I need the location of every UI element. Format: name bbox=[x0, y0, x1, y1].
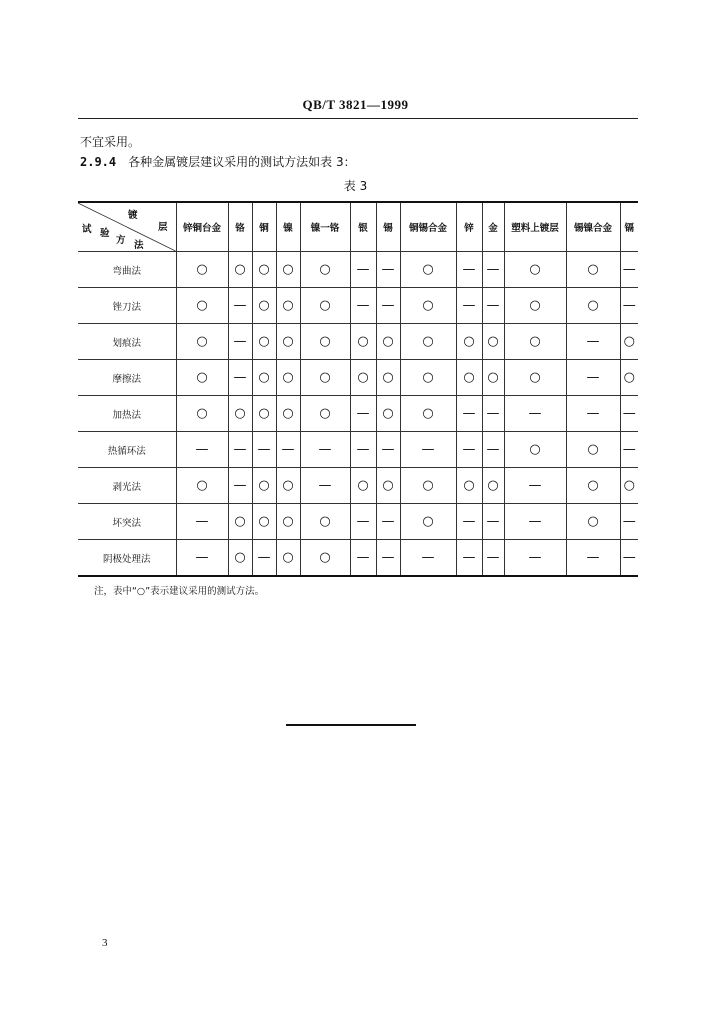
table-cell: ○ bbox=[228, 396, 252, 432]
table-cell: ○ bbox=[400, 252, 456, 288]
table-cell: ○ bbox=[276, 540, 300, 577]
test-method-name: 锉刀法 bbox=[78, 288, 176, 324]
column-header: 镉 bbox=[620, 202, 638, 252]
table-cell: — bbox=[350, 396, 376, 432]
end-rule bbox=[286, 724, 416, 726]
column-header: 塑料上镀层 bbox=[504, 202, 566, 252]
header-rule bbox=[78, 118, 638, 119]
table-cell: ○ bbox=[252, 360, 276, 396]
table-cell: — bbox=[456, 432, 482, 468]
table-cell: — bbox=[176, 540, 228, 577]
corner-label-fa: 法 bbox=[134, 240, 144, 251]
table-cell: ○ bbox=[504, 360, 566, 396]
test-method-name: 摩擦法 bbox=[78, 360, 176, 396]
table-cell: — bbox=[456, 396, 482, 432]
table-cell: — bbox=[252, 540, 276, 577]
table-cell: — bbox=[504, 504, 566, 540]
table-cell: ○ bbox=[566, 288, 620, 324]
table-cell: ○ bbox=[176, 252, 228, 288]
table-row bbox=[78, 504, 638, 540]
table-cell: — bbox=[228, 432, 252, 468]
table-cell: — bbox=[350, 504, 376, 540]
table-cell: ○ bbox=[350, 360, 376, 396]
table-cell: ○ bbox=[300, 360, 350, 396]
table-cell: ○ bbox=[456, 324, 482, 360]
table-cell: — bbox=[400, 540, 456, 577]
table-cell: ○ bbox=[228, 252, 252, 288]
column-header: 镍一铬 bbox=[300, 202, 350, 252]
table-cell: ○ bbox=[400, 468, 456, 504]
table-cell: — bbox=[566, 396, 620, 432]
table-cell: — bbox=[566, 360, 620, 396]
table-cell: ○ bbox=[620, 360, 638, 396]
table-row bbox=[78, 324, 638, 360]
table-cell: — bbox=[228, 360, 252, 396]
table-cell: ○ bbox=[228, 540, 252, 577]
body-line-1: 不宜采用。 bbox=[80, 135, 141, 149]
table-cell: ○ bbox=[300, 252, 350, 288]
table-cell: ○ bbox=[456, 360, 482, 396]
table-cell: ○ bbox=[228, 504, 252, 540]
table-cell: — bbox=[376, 252, 400, 288]
table-cell: — bbox=[456, 540, 482, 577]
table-cell: — bbox=[228, 468, 252, 504]
table-cell: — bbox=[620, 540, 638, 577]
table-cell: ○ bbox=[176, 396, 228, 432]
table-cell: ○ bbox=[276, 324, 300, 360]
table-cell: ○ bbox=[252, 504, 276, 540]
corner-label-shi: 试 bbox=[82, 224, 92, 235]
test-method-name: 热循环法 bbox=[78, 432, 176, 468]
table-row bbox=[78, 360, 638, 396]
test-method-name: 坏突法 bbox=[78, 504, 176, 540]
table-cell: ○ bbox=[252, 252, 276, 288]
table-cell: ○ bbox=[504, 432, 566, 468]
table-cell: — bbox=[482, 432, 504, 468]
table-cell: — bbox=[228, 324, 252, 360]
table-cell: ○ bbox=[482, 324, 504, 360]
table-cell: — bbox=[252, 432, 276, 468]
table-cell: — bbox=[376, 540, 400, 577]
table-cell: — bbox=[482, 396, 504, 432]
table-cell: ○ bbox=[300, 504, 350, 540]
table-cell: — bbox=[456, 504, 482, 540]
test-method-table bbox=[78, 201, 638, 577]
table-cell: ○ bbox=[276, 468, 300, 504]
table-cell: — bbox=[566, 324, 620, 360]
table-row bbox=[78, 540, 638, 577]
table-cell: ○ bbox=[350, 324, 376, 360]
table-cell: ○ bbox=[300, 324, 350, 360]
table-cell: ○ bbox=[176, 288, 228, 324]
column-header: 铜锡合金 bbox=[400, 202, 456, 252]
table-cell: — bbox=[228, 288, 252, 324]
column-header: 锌铜台金 bbox=[176, 202, 228, 252]
table-cell: ○ bbox=[276, 360, 300, 396]
table-cell: ○ bbox=[504, 288, 566, 324]
corner-label-yan: 验 bbox=[100, 228, 110, 239]
page-number: 3 bbox=[102, 937, 108, 949]
table-cell: ○ bbox=[566, 432, 620, 468]
table-cell: ○ bbox=[482, 360, 504, 396]
table-cell: — bbox=[620, 504, 638, 540]
test-method-name: 剥光法 bbox=[78, 468, 176, 504]
table-cell: ○ bbox=[300, 540, 350, 577]
table-caption: 表 3 bbox=[343, 179, 368, 193]
table-cell: — bbox=[400, 432, 456, 468]
test-method-name: 弯曲法 bbox=[78, 252, 176, 288]
table-cell: ○ bbox=[276, 288, 300, 324]
table-cell: ○ bbox=[504, 324, 566, 360]
table-cell: — bbox=[504, 540, 566, 577]
table-cell: — bbox=[482, 540, 504, 577]
table-cell: ○ bbox=[252, 324, 276, 360]
table-cell: — bbox=[620, 288, 638, 324]
table-cell: — bbox=[504, 468, 566, 504]
table-cell: ○ bbox=[176, 468, 228, 504]
table-cell: — bbox=[566, 540, 620, 577]
table-cell: — bbox=[350, 540, 376, 577]
table-cell: ○ bbox=[252, 396, 276, 432]
table-cell: — bbox=[482, 504, 504, 540]
table-cell: ○ bbox=[376, 360, 400, 396]
table-cell: ○ bbox=[276, 504, 300, 540]
table-row bbox=[78, 288, 638, 324]
test-method-name: 加热法 bbox=[78, 396, 176, 432]
section-number: 2.9.4 bbox=[80, 155, 117, 169]
table-cell: ○ bbox=[252, 468, 276, 504]
table-cell: — bbox=[620, 252, 638, 288]
table-cell: — bbox=[456, 252, 482, 288]
table-cell: ○ bbox=[620, 324, 638, 360]
table-cell: ○ bbox=[350, 468, 376, 504]
table-cell: — bbox=[376, 432, 400, 468]
table-cell: ○ bbox=[252, 288, 276, 324]
table-cell: ○ bbox=[376, 468, 400, 504]
test-method-name: 划痕法 bbox=[78, 324, 176, 360]
table-cell: ○ bbox=[276, 252, 300, 288]
table-cell: — bbox=[376, 504, 400, 540]
table-cell: — bbox=[300, 432, 350, 468]
table-cell: ○ bbox=[176, 324, 228, 360]
corner-label-ceng: 层 bbox=[158, 222, 168, 233]
table-cell: ○ bbox=[620, 468, 638, 504]
corner-label-du: 镀 bbox=[128, 210, 138, 221]
column-header: 银 bbox=[350, 202, 376, 252]
table-cell: ○ bbox=[376, 396, 400, 432]
table-cell: — bbox=[504, 396, 566, 432]
table-cell: ○ bbox=[376, 324, 400, 360]
table-cell: — bbox=[482, 288, 504, 324]
table-cell: — bbox=[350, 432, 376, 468]
column-header: 铜 bbox=[252, 202, 276, 252]
table-cell: — bbox=[620, 432, 638, 468]
table-cell: ○ bbox=[482, 468, 504, 504]
table-cell: — bbox=[300, 468, 350, 504]
body-line-2 bbox=[80, 153, 356, 170]
table-row bbox=[78, 252, 638, 288]
table-cell: — bbox=[620, 396, 638, 432]
section-text: 各种金属镀层建议采用的测试方法如表 3： bbox=[128, 155, 356, 169]
table-row bbox=[78, 396, 638, 432]
column-header: 锡镍合金 bbox=[566, 202, 620, 252]
table-cell: — bbox=[276, 432, 300, 468]
table-cell: ○ bbox=[176, 360, 228, 396]
corner-label-fang: 方 bbox=[116, 235, 126, 246]
table-cell: ○ bbox=[400, 324, 456, 360]
table-row bbox=[78, 432, 638, 468]
table-cell: ○ bbox=[456, 468, 482, 504]
table-cell: — bbox=[376, 288, 400, 324]
table-cell: ○ bbox=[300, 288, 350, 324]
table-row bbox=[78, 468, 638, 504]
table-cell: ○ bbox=[504, 252, 566, 288]
table-cell: ○ bbox=[400, 360, 456, 396]
table-cell: ○ bbox=[566, 252, 620, 288]
table-cell: — bbox=[176, 432, 228, 468]
column-header: 锌 bbox=[456, 202, 482, 252]
table-cell: — bbox=[350, 252, 376, 288]
table-cell: ○ bbox=[400, 288, 456, 324]
column-header: 镍 bbox=[276, 202, 300, 252]
table-cell: — bbox=[350, 288, 376, 324]
table-corner-cell bbox=[78, 202, 176, 252]
table-cell: ○ bbox=[566, 504, 620, 540]
table-body bbox=[78, 252, 638, 577]
table-cell: ○ bbox=[400, 396, 456, 432]
table-cell: — bbox=[482, 252, 504, 288]
table-note: 注，表中“○”表示建议采用的测试方法。 bbox=[94, 586, 265, 597]
table-cell: — bbox=[176, 504, 228, 540]
table-cell: ○ bbox=[276, 396, 300, 432]
table-cell: ○ bbox=[300, 396, 350, 432]
column-header: 锡 bbox=[376, 202, 400, 252]
table-cell: ○ bbox=[400, 504, 456, 540]
table-header-row bbox=[78, 202, 638, 252]
test-method-name: 阴极处理法 bbox=[78, 540, 176, 577]
column-header: 铬 bbox=[228, 202, 252, 252]
table-cell: ○ bbox=[566, 468, 620, 504]
column-header: 金 bbox=[482, 202, 504, 252]
document-code: QB/T 3821—1999 bbox=[302, 97, 409, 112]
table-cell: — bbox=[456, 288, 482, 324]
